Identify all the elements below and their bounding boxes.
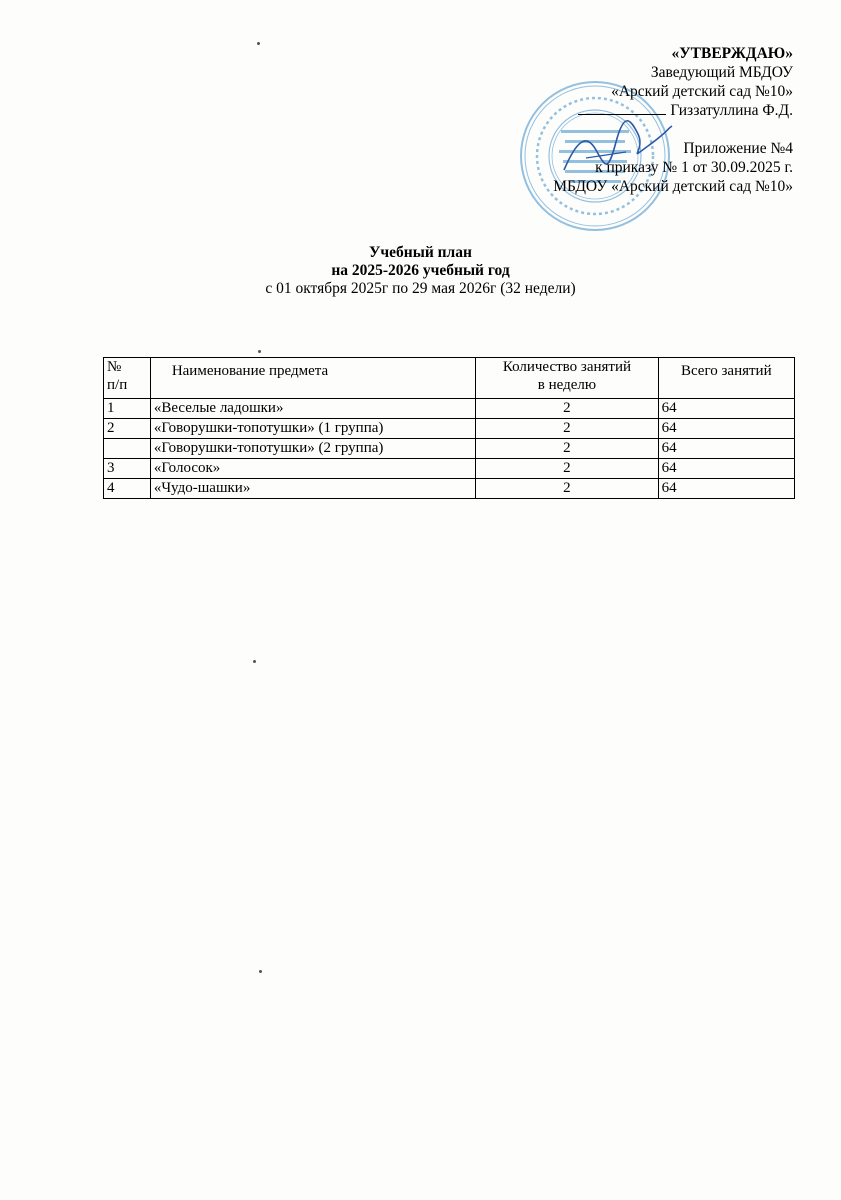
table-row — [104, 439, 795, 459]
signature-line — [578, 114, 666, 115]
approval-block — [553, 44, 793, 196]
header-number: № п/п — [104, 358, 151, 399]
cell-subject: «Говорушки-топотушки» (1 группа) — [150, 419, 475, 439]
cell-subject: «Чудо-шашки» — [150, 479, 475, 499]
cell-subject: «Веселые ладошки» — [150, 399, 475, 419]
signatory-name: Гиззатуллина Ф.Д. — [670, 102, 793, 119]
title-line-2: на 2025-2026 учебный год — [331, 262, 510, 279]
cell-total: 64 — [658, 439, 794, 459]
table-header-row — [104, 358, 795, 399]
title-line-3: с 01 октября 2025г по 29 мая 2026г (32 недели) — [265, 280, 576, 297]
header-total: Всего занятий — [658, 358, 794, 399]
institution-name: «Арский детский сад №10» — [611, 83, 793, 100]
scan-speck — [253, 660, 256, 663]
table-row — [104, 459, 795, 479]
cell-total: 64 — [658, 479, 794, 499]
curriculum-table — [103, 357, 795, 499]
signatory-line — [553, 101, 793, 120]
scan-speck — [258, 350, 261, 353]
cell-weekly-count: 2 — [476, 479, 658, 499]
cell-weekly-count: 2 — [476, 459, 658, 479]
scan-speck — [259, 970, 262, 973]
appendix-label: Приложение №4 — [683, 140, 793, 157]
cell-subject: «Говорушки-топотушки» (2 группа) — [150, 439, 475, 459]
table-row — [104, 479, 795, 499]
cell-number: 3 — [104, 459, 151, 479]
cell-number — [104, 439, 151, 459]
table-row — [104, 399, 795, 419]
cell-weekly-count: 2 — [476, 419, 658, 439]
cell-subject: «Голосок» — [150, 459, 475, 479]
title-line-1: Учебный план — [369, 244, 472, 261]
cell-number: 4 — [104, 479, 151, 499]
cell-total: 64 — [658, 399, 794, 419]
header-weekly-count: Количество занятий в неделю — [476, 358, 658, 399]
table-row — [104, 419, 795, 439]
cell-number: 2 — [104, 419, 151, 439]
approver-position: Заведующий МБДОУ — [650, 64, 793, 81]
organization-name: МБДОУ «Арский детский сад №10» — [553, 178, 793, 195]
document-title — [0, 244, 841, 298]
cell-total: 64 — [658, 419, 794, 439]
cell-number: 1 — [104, 399, 151, 419]
cell-weekly-count: 2 — [476, 399, 658, 419]
scan-speck — [257, 42, 260, 45]
cell-weekly-count: 2 — [476, 439, 658, 459]
order-reference: к приказу № 1 от 30.09.2025 г. — [595, 159, 793, 176]
approval-heading: «УТВЕРЖДАЮ» — [671, 45, 793, 62]
cell-total: 64 — [658, 459, 794, 479]
header-subject: Наименование предмета — [150, 358, 475, 399]
